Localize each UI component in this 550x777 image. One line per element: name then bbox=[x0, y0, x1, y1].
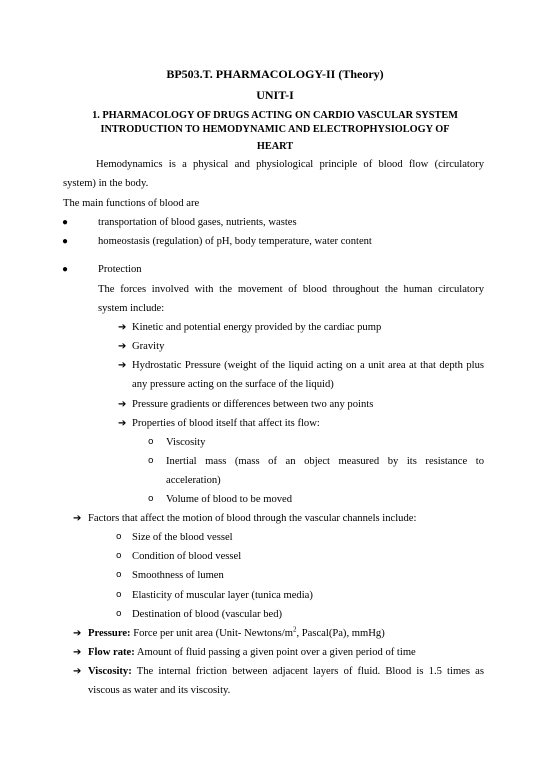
bullet-icon: ● bbox=[62, 217, 69, 228]
definition-flow-rate bbox=[88, 646, 416, 659]
forces-line-1: The forces involved with the movement of blood throughout the human circulatory bbox=[98, 284, 484, 295]
force-item-hydrostatic-line-2: any pressure acting on the surface of the liquid) bbox=[132, 379, 334, 390]
factor-item-destination: Destination of blood (vascular bed) bbox=[132, 609, 283, 620]
circle-bullet-icon: o bbox=[116, 590, 122, 600]
chapter-title-line-1: 1. PHARMACOLOGY OF DRUGS ACTING ON CARDIO VASCULAR SYSTEM bbox=[92, 110, 458, 121]
definition-term-flow-rate: Flow rate: bbox=[88, 647, 135, 658]
bullet-icon: ● bbox=[62, 236, 69, 247]
arrow-icon: ➔ bbox=[118, 322, 127, 333]
unit-title: UNIT-I bbox=[256, 88, 294, 102]
bullet-icon: ● bbox=[62, 264, 69, 275]
arrow-icon: ➔ bbox=[118, 360, 127, 371]
intro-line-1: Hemodynamics is a physical and physiological principle of blood flow (circulatory bbox=[96, 159, 484, 170]
circle-bullet-icon: o bbox=[148, 437, 154, 447]
superscript-exponent: 2 bbox=[292, 625, 297, 634]
force-item-hydrostatic-line-1: Hydrostatic Pressure (weight of the liquid acting on a unit area at that depth plus bbox=[132, 360, 484, 371]
circle-bullet-icon: o bbox=[116, 570, 122, 580]
arrow-icon: ➔ bbox=[118, 341, 127, 352]
arrow-icon: ➔ bbox=[73, 666, 82, 677]
definition-viscosity-line-1 bbox=[88, 665, 484, 678]
property-item-volume: Volume of blood to be moved bbox=[166, 494, 293, 505]
force-item-properties: Properties of blood itself that affect its flow: bbox=[132, 418, 320, 429]
arrow-icon: ➔ bbox=[118, 418, 127, 429]
definition-viscosity-line-2: viscous as water and its viscosity. bbox=[88, 685, 231, 696]
property-item-viscosity: Viscosity bbox=[166, 437, 206, 448]
chapter-title-line-2: INTRODUCTION TO HEMODYNAMIC AND ELECTROPHYSIOLOGY OF bbox=[100, 124, 450, 135]
circle-bullet-icon: o bbox=[116, 609, 122, 619]
arrow-icon: ➔ bbox=[73, 628, 82, 639]
forces-line-2: system include: bbox=[98, 303, 165, 314]
force-item-gradients: Pressure gradients or differences between two any points bbox=[132, 399, 374, 410]
factor-item-elasticity: Elasticity of muscular layer (tunica media) bbox=[132, 590, 313, 601]
function-item-homeostasis: homeostasis (regulation) of pH, body temperature, water content bbox=[98, 236, 372, 247]
arrow-icon: ➔ bbox=[73, 647, 82, 658]
factor-item-size: Size of the blood vessel bbox=[132, 532, 233, 543]
definition-text-flow-rate: Amount of fluid passing a given point over a given period of time bbox=[134, 647, 416, 658]
force-item-gravity: Gravity bbox=[132, 341, 165, 352]
factor-item-condition: Condition of blood vessel bbox=[132, 551, 242, 562]
definition-text-pressure: Force per unit area (Unit- Newtons/m bbox=[130, 628, 293, 639]
chapter-title-line-3: HEART bbox=[256, 141, 294, 152]
function-item-protection: Protection bbox=[98, 264, 142, 275]
definition-pressure bbox=[88, 627, 385, 640]
property-item-inertial-line-2: acceleration) bbox=[166, 475, 221, 486]
arrow-icon: ➔ bbox=[118, 399, 127, 410]
functions-heading: The main functions of blood are bbox=[63, 198, 200, 209]
factor-item-smoothness: Smoothness of lumen bbox=[132, 570, 224, 581]
factors-heading: Factors that affect the motion of blood through the vascular channels include: bbox=[88, 513, 417, 524]
definition-text-pressure-units: , Pascal(Pa), mmHg) bbox=[296, 628, 385, 639]
arrow-icon: ➔ bbox=[73, 513, 82, 524]
course-title: BP503.T. PHARMACOLOGY-II (Theory) bbox=[166, 67, 384, 81]
intro-line-2: system) in the body. bbox=[63, 178, 149, 189]
force-item-kinetic: Kinetic and potential energy provided by the cardiac pump bbox=[132, 322, 382, 333]
definition-term-viscosity: Viscosity: bbox=[88, 666, 132, 677]
definition-term-pressure: Pressure: bbox=[88, 628, 131, 639]
circle-bullet-icon: o bbox=[116, 551, 122, 561]
definition-text-viscosity: The internal friction between adjacent layers of fluid. Blood is 1.5 times as bbox=[131, 666, 484, 677]
circle-bullet-icon: o bbox=[148, 494, 154, 504]
circle-bullet-icon: o bbox=[116, 532, 122, 542]
function-item-transport: transportation of blood gases, nutrients, wastes bbox=[98, 217, 297, 228]
circle-bullet-icon: o bbox=[148, 456, 154, 466]
property-item-inertial-line-1: Inertial mass (mass of an object measured by its resistance to bbox=[166, 456, 484, 467]
